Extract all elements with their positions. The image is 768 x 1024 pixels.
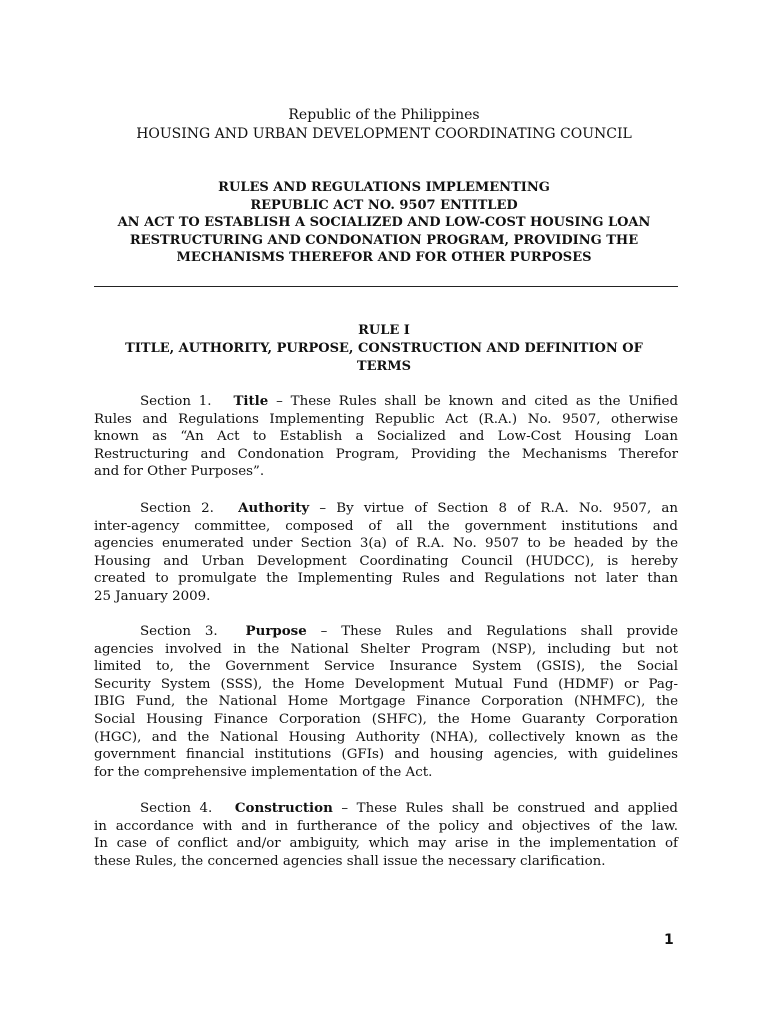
act-title-line: MECHANISMS THEREFOR AND FOR OTHER PURPOSES xyxy=(176,250,592,266)
section-heading: Purpose xyxy=(245,623,307,639)
rule-heading xyxy=(0,322,768,376)
section-heading: Title xyxy=(233,393,269,409)
section-line: 25 January 2009. xyxy=(94,588,211,604)
section-text: – These Rules and Regulations shall provide xyxy=(320,624,678,639)
act-title-line: RESTRUCTURING AND CONDONATION PROGRAM, PROVIDING THE xyxy=(129,232,639,248)
section-3-purpose xyxy=(94,623,678,781)
section-line: in accordance with and in furtherance of the policy and objectives of the law. xyxy=(94,818,678,834)
section-line xyxy=(94,393,678,411)
rule-number: RULE I xyxy=(358,323,410,338)
section-text: – These Rules shall be known and cited as the Unified xyxy=(276,394,679,409)
section-line: In case of conflict and/or ambiguity, which may arise in the implementation of xyxy=(94,836,678,852)
section-line: known as “An Act to Establish a Socialized and Low-Cost Housing Loan xyxy=(94,429,678,445)
section-line: and for Other Purposes”. xyxy=(94,464,265,480)
section-line xyxy=(94,623,678,641)
section-line: limited to, the Government Service Insurance System (GSIS), the Social xyxy=(94,659,678,675)
act-title-line: RULES AND REGULATIONS IMPLEMENTING xyxy=(218,180,550,195)
section-heading: Authority xyxy=(238,500,310,516)
section-4-construction xyxy=(94,800,678,870)
section-2-authority xyxy=(94,500,678,606)
rule-title-line: TITLE, AUTHORITY, PURPOSE, CONSTRUCTION AND DEFINITION OF xyxy=(125,341,643,356)
header-agency: HOUSING AND URBAN DEVELOPMENT COORDINATING COUNCIL xyxy=(136,126,632,142)
section-line: Security System (SSS), the Home Development Mutual Fund (HDMF) or Pag- xyxy=(94,676,678,692)
section-number: Section 1. xyxy=(140,394,212,409)
section-number: Section 4. xyxy=(140,801,213,816)
section-line: government financial institutions (GFIs) and housing agencies, with guidelines xyxy=(94,747,678,763)
section-line: for the comprehensive implementation of the Act. xyxy=(94,764,433,780)
section-line: these Rules, the concerned agencies shall issue the necessary clarification. xyxy=(94,853,606,869)
page-number: 1 xyxy=(664,932,674,948)
section-line: inter-agency committee, composed of all the government institutions and xyxy=(94,518,678,534)
header-country: Republic of the Philippines xyxy=(288,107,480,123)
section-line xyxy=(94,800,678,818)
act-title-line: AN ACT TO ESTABLISH A SOCIALIZED AND LOW-COST HOUSING LOAN xyxy=(117,215,651,231)
section-line: Housing and Urban Development Coordinating Council (HUDCC), is hereby xyxy=(94,553,678,569)
horizontal-divider xyxy=(94,286,678,287)
act-title-line: REPUBLIC ACT NO. 9507 ENTITLED xyxy=(250,197,518,213)
section-line: IBIG Fund, the National Home Mortgage Finance Corporation (NHMFC), the xyxy=(94,694,678,710)
section-1-title xyxy=(94,393,678,481)
document-header xyxy=(0,106,768,144)
section-line: created to promulgate the Implementing Rules and Regulations not later than xyxy=(94,571,678,587)
section-number: Section 3. xyxy=(140,624,218,639)
section-line: Social Housing Finance Corporation (SHFC), the Home Guaranty Corporation xyxy=(94,711,678,727)
section-line: (HGC), and the National Housing Authority (NHA), collectively known as the xyxy=(94,729,678,745)
section-line: Rules and Regulations Implementing Republic Act (R.A.) No. 9507, otherwise xyxy=(94,411,678,427)
section-line xyxy=(94,500,678,518)
section-line: Restructuring and Condonation Program, Providing the Mechanisms Therefor xyxy=(94,446,678,462)
act-title xyxy=(0,179,768,267)
section-heading: Construction xyxy=(234,800,333,816)
section-line: agencies involved in the National Shelter Program (NSP), including but not xyxy=(94,641,678,657)
section-number: Section 2. xyxy=(140,501,214,516)
section-text: – By virtue of Section 8 of R.A. No. 9507, an xyxy=(319,501,678,516)
section-line: agencies enumerated under Section 3(a) of R.A. No. 9507 to be headed by the xyxy=(94,536,678,552)
section-text: – These Rules shall be construed and applied xyxy=(341,801,678,816)
rule-title-line: TERMS xyxy=(356,359,412,374)
